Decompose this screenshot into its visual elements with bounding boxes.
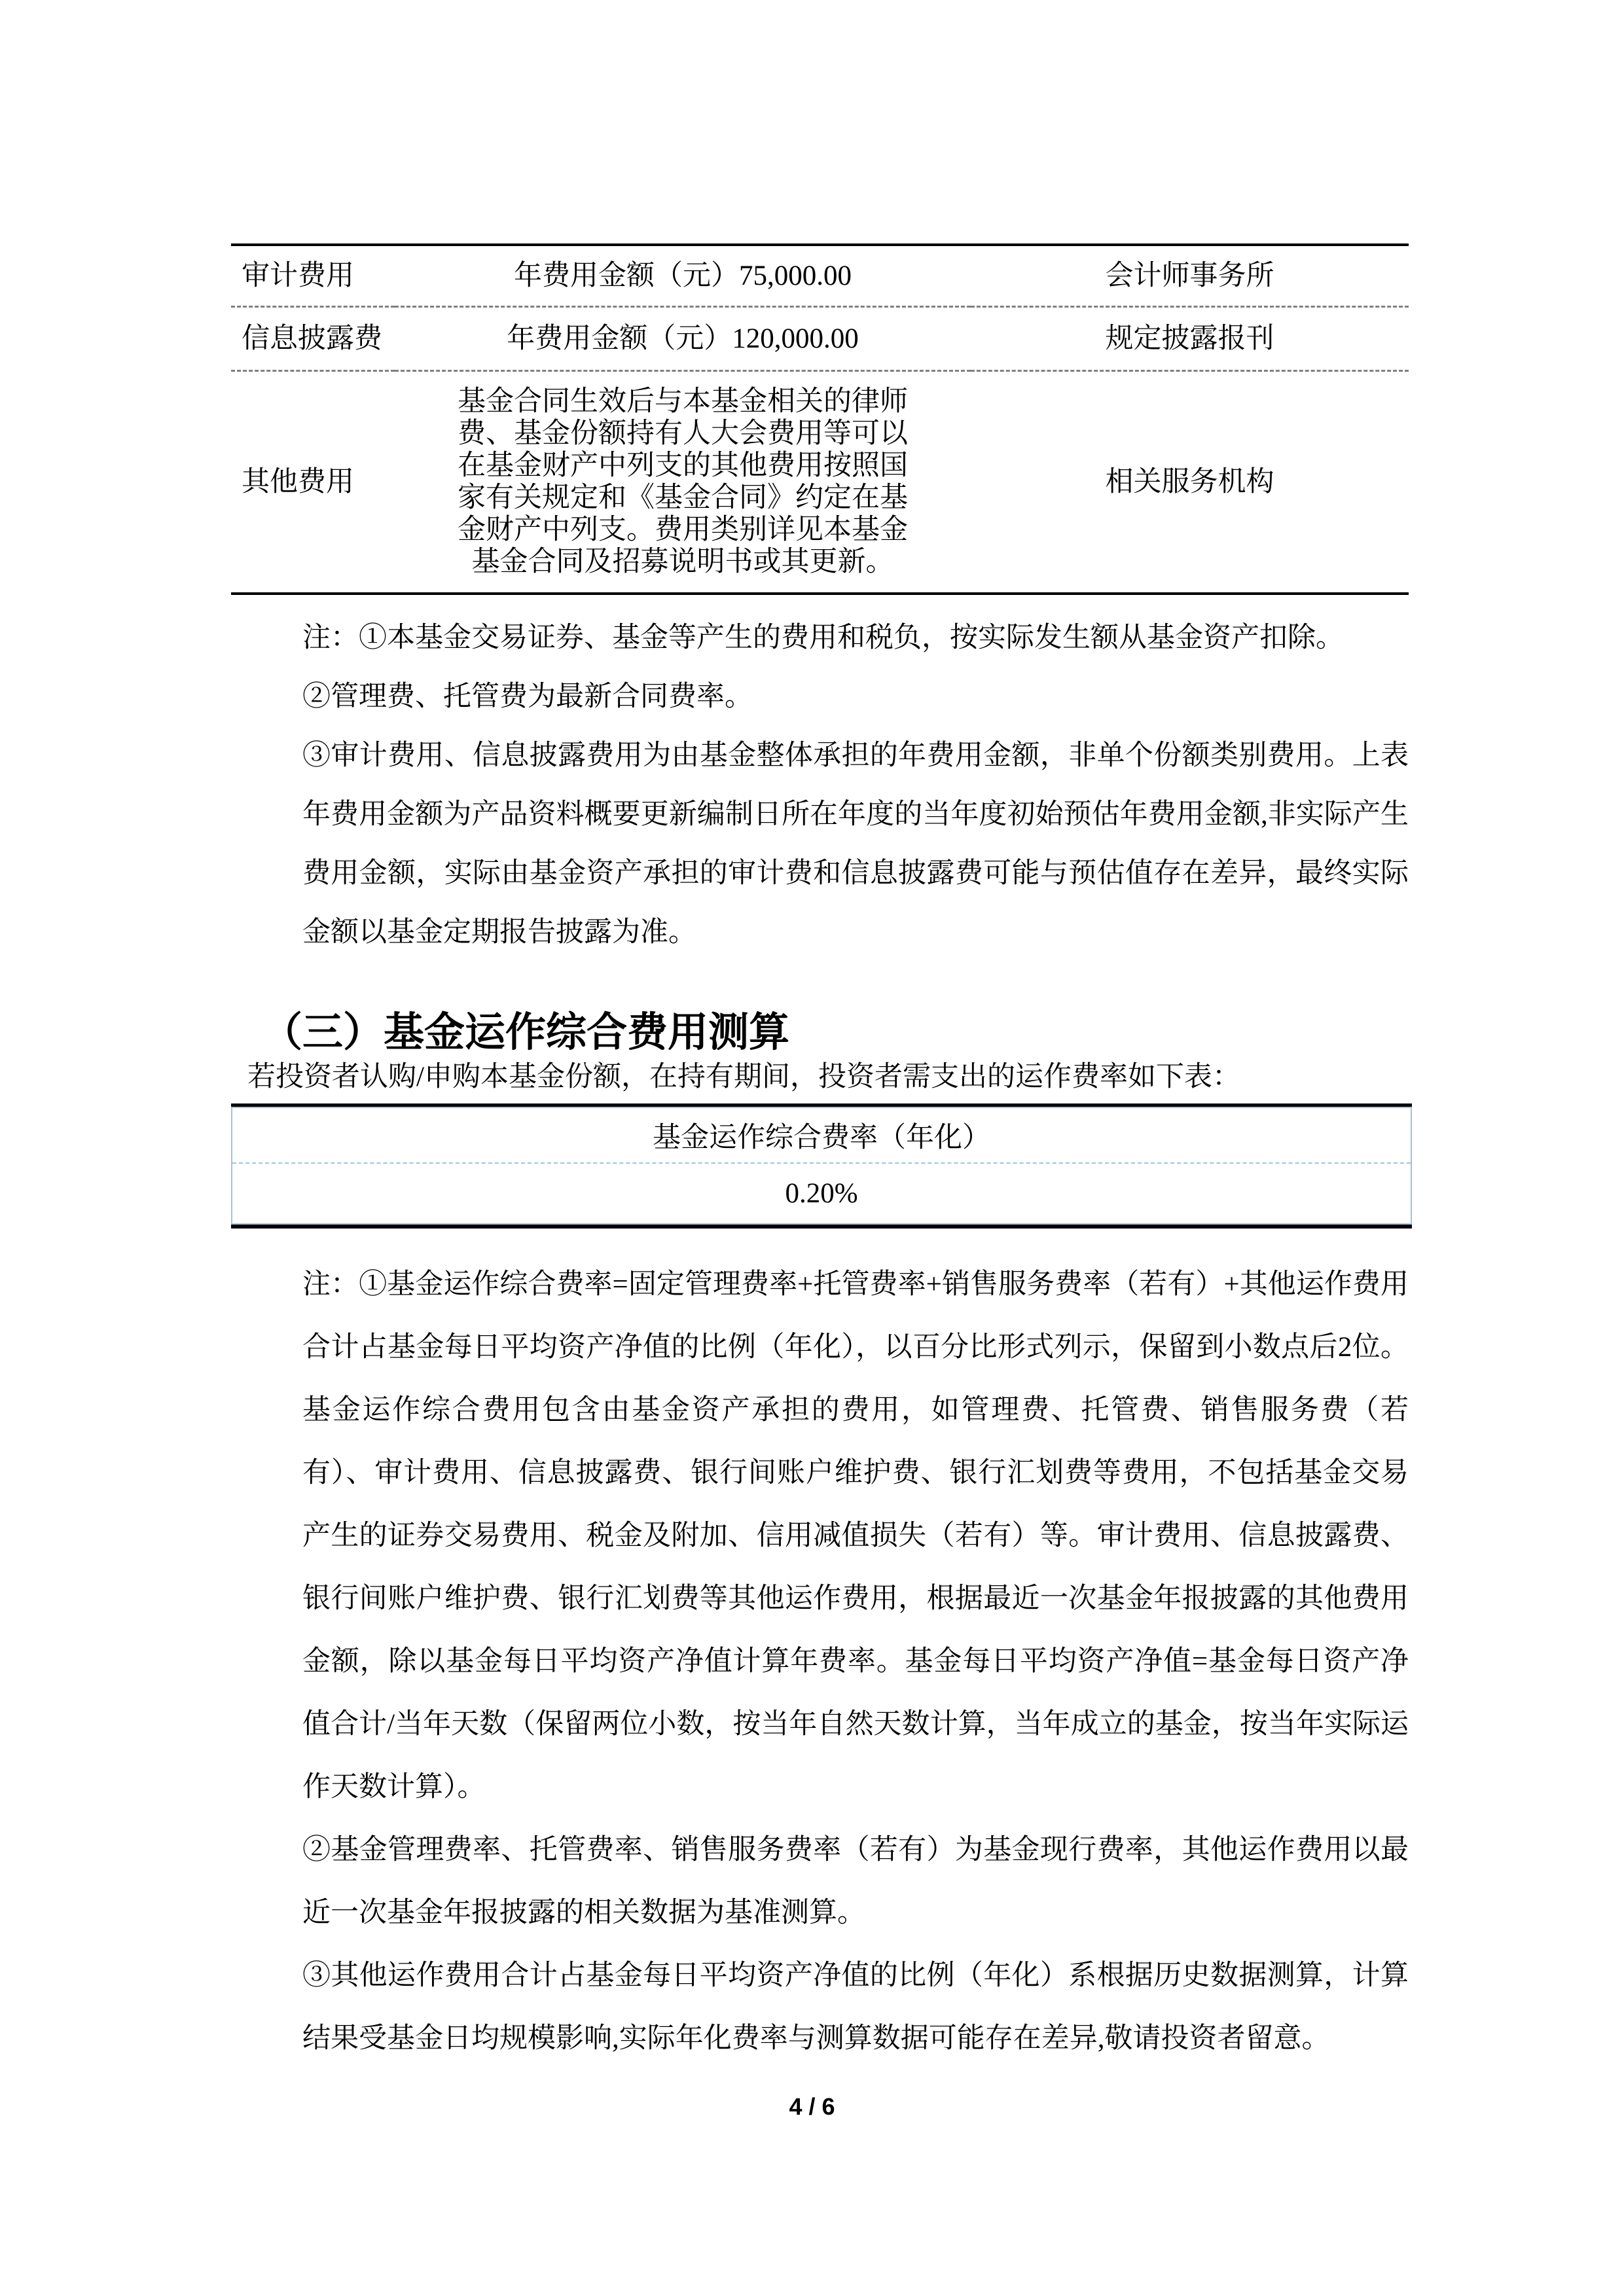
rate-table — [231, 1103, 1412, 1229]
page-number: 4 / 6 — [789, 2093, 835, 2120]
note-paragraph: ③审计费用、信息披露费用为由基金整体承担的年费用金额，非单个份额类别费用。上表年费用金额为产品资料概要更新编制日所在年度的当年度初始预估年费用金额,非实际产生费用金额，实际由基金资产承担的审计费和信息披露费可能与预估值存在差异，最终实际金额以基金定期报告披露为准。 — [302, 740, 1409, 948]
note-paragraph: ②基金管理费率、托管费率、销售服务费率（若有）为基金现行费率，其他运作费用以最近一次基金年报披露的相关数据为基准测算。 — [302, 1835, 1409, 1928]
rate-table-header: 基金运作综合费率（年化） — [653, 1122, 990, 1153]
note-paragraph: ②管理费、托管费为最新合同费率。 — [302, 681, 753, 712]
section-heading: （三）基金运作综合费用测算 — [262, 1010, 790, 1055]
fee-amount — [395, 370, 971, 594]
rate-table-value: 0.20% — [232, 1162, 1411, 1223]
fee-amount: 年费用金额（元）120,000.00 — [395, 306, 971, 370]
fee-name: 信息披露费 — [231, 306, 395, 370]
note-paragraph: 注：①基金运作综合费率=固定管理费率+托管费率+销售服务费率（若有）+其他运作费用合计占基金每日平均资产净值的比例（年化），以百分比形式列示，保留到小数点后2位。基金运作综合费用包含由基金资产承担的费用，如管理费、托管费、销售服务费（若有）、审计费用、信息披露费、银行间账户维护费、银行汇划费等费用，不包括基金交易产生的证券交易费用、税金及附加、信用减值损失（若有）等。审计费用、信息披露费、银行间账户维护费、银行汇划费等其他运作费用，根据最近一次基金年报披露的其他费用金额，除以基金每日平均资产净值计算年费率。基金每日平均资产净值=基金每日资产净值合计/当年天数（保留两位小数，按当年自然天数计算，当年成立的基金，按当年实际运作天数计算）。 — [302, 1269, 1409, 1803]
note-paragraph: ③其他运作费用合计占基金每日平均资产净值的比例（年化）系根据历史数据测算，计算结果受基金日均规模影响,实际年化费率与测算数据可能存在差异,敬请投资者留意。 — [302, 1960, 1409, 2054]
note-paragraph: 注：①本基金交易证券、基金等产生的费用和税负，按实际发生额从基金资产扣除。 — [302, 622, 1344, 653]
fees-table-notes — [302, 609, 1409, 962]
table-row — [231, 306, 1409, 370]
rate-table-notes — [302, 1253, 1409, 2070]
table-row — [231, 245, 1409, 306]
table-row — [231, 370, 1409, 594]
section-intro: 若投资者认购/申购本基金份额，在持有期间，投资者需支出的运作费率如下表： — [247, 1062, 1240, 1092]
fee-amount-text: 基金合同生效后与本基金相关的律师费、基金份额持有人大会费用等可以在基金财产中列支的其他费用按照国家有关规定和《基金合同》约定在基金财产中列支。费用类别详见本基金基金合同及招募说明书或其更新。 — [458, 386, 908, 578]
fees-table — [231, 243, 1409, 595]
rate-table-box — [231, 1107, 1412, 1225]
fee-amount: 年费用金额（元）75,000.00 — [514, 260, 852, 291]
fee-name: 其他费用 — [231, 370, 395, 594]
fee-recipient: 相关服务机构 — [971, 370, 1409, 594]
fee-name: 审计费用 — [242, 260, 354, 291]
fee-recipient: 会计师事务所 — [1105, 260, 1274, 291]
fee-recipient: 规定披露报刊 — [971, 306, 1409, 370]
